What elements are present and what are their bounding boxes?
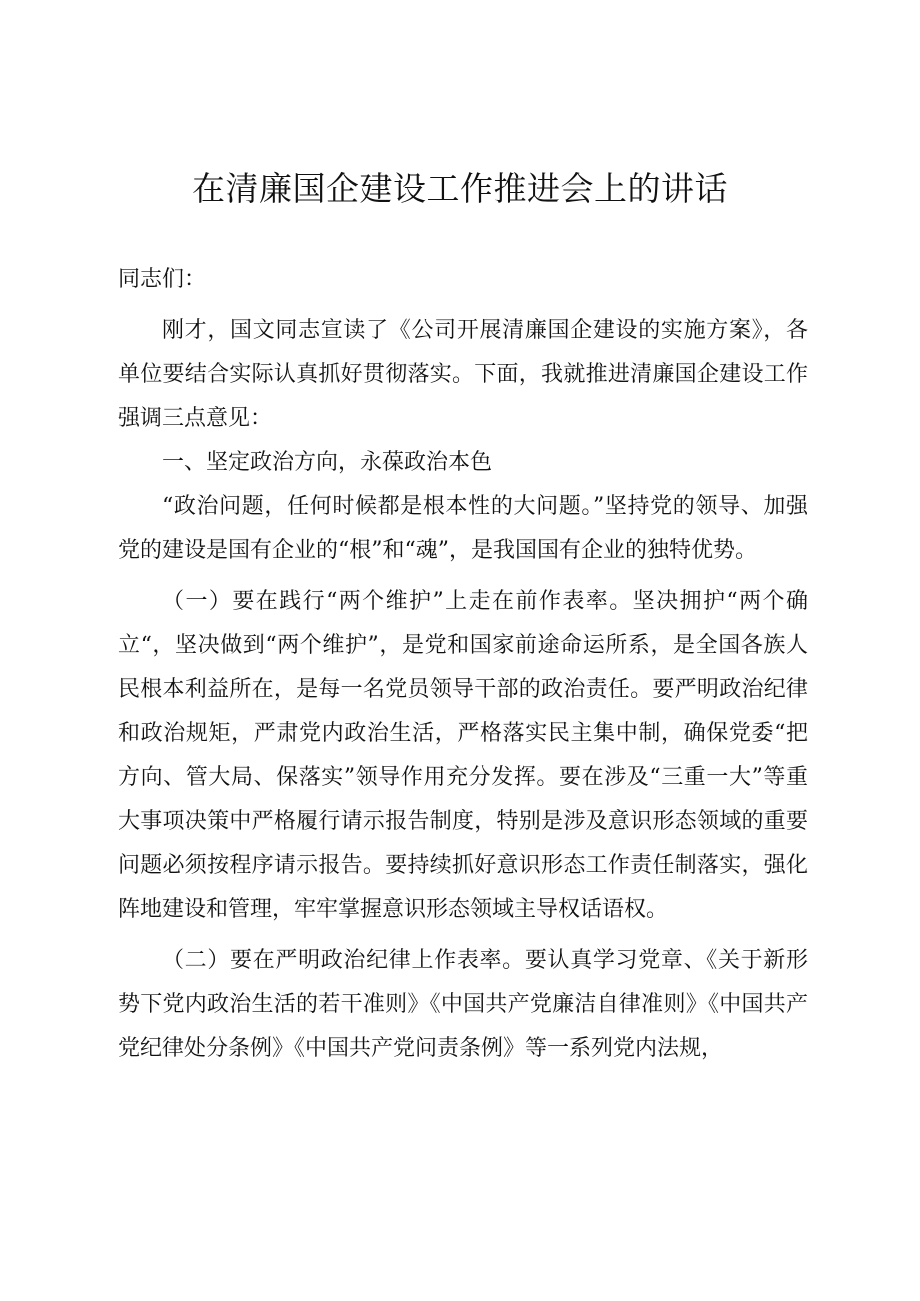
paragraph-point-1: （一）要在践行“两个维护”上走在前作表率。坚决拥护“两个确立“，坚决做到“两个维护”，是党和国家前途命运所系，是全国各族人民根本利益所在，是每一名党员领导干部的政治责任。要严明政治纪律和政治规矩，严肃党内政治生活，严格落实民主集中制，确保党委“把方向、管大局、保落实”领导作用充分发挥。要在涉及“三重一大”等重大事项决策中严格履行请示报告制度，特别是涉及意识形态领域的重要问题必须按程序请示报告。要持续抓好意识形态工作责任制落实，强化阵地建设和管理，牢牢掌握意识形态领域主导权话语权。 — [118, 589, 808, 922]
document-body — [118, 258, 808, 1071]
document-title: 在清廉国企建设工作推进会上的讲话 — [192, 169, 728, 208]
paragraph-intro: 刚才，国文同志宣读了《公司开展清廉国企建设的实施方案》，各单位要结合实际认真抓好贯彻落实。下面，我就推进清廉国企建设工作强调三点意见： — [118, 318, 808, 431]
paragraph-section-1-intro: “政治问题，任何时候都是根本性的大问题。”坚持党的领导、加强党的建设是国有企业的“根”和“魂”，是我国国有企业的独特优势。 — [118, 494, 808, 563]
paragraph-point-2: （二）要在严明政治纪律上作表率。要认真学习党章、《关于新形势下党内政治生活的若干准则》《中国共产党廉洁自律准则》《中国共产党纪律处分条例》《中国共产党问责条例》等一系列党内法规， — [118, 948, 808, 1061]
salutation: 同志们： — [118, 267, 207, 292]
section-heading-1: 一、坚定政治方向，永葆政治本色 — [162, 450, 493, 475]
